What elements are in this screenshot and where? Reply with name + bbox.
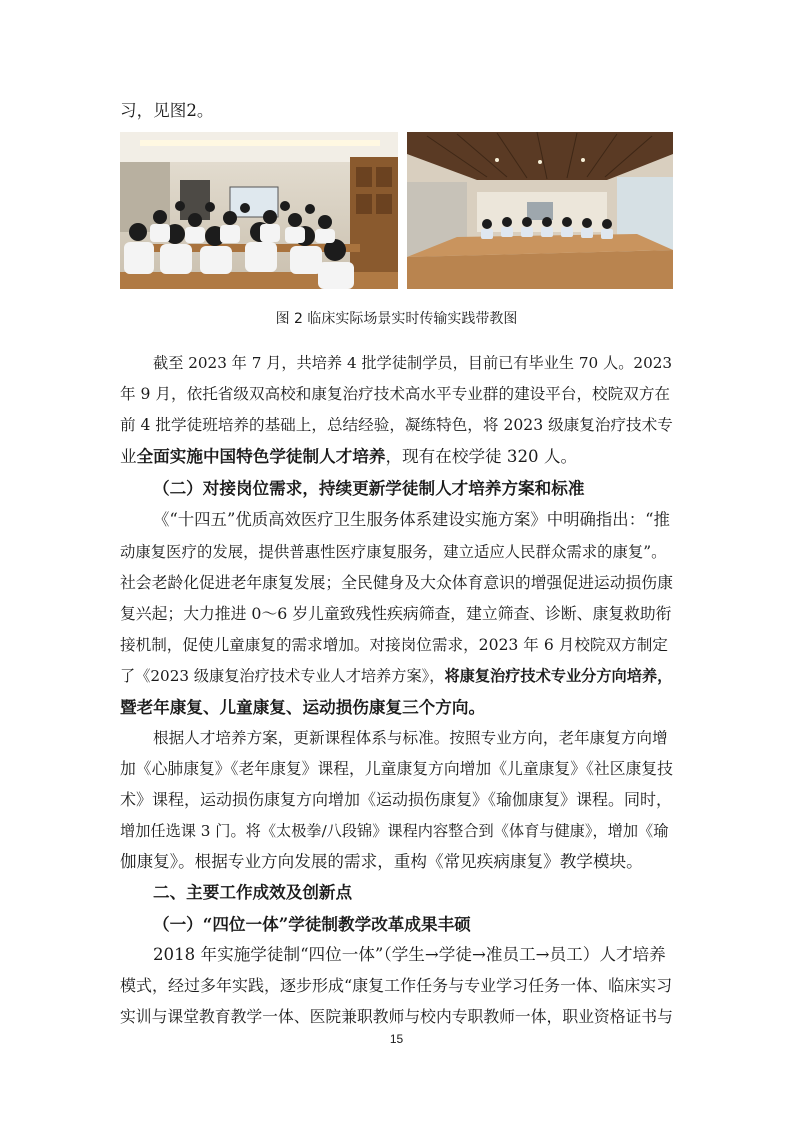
p1-line-4-a: 业	[120, 447, 137, 466]
p2-line-7: 暨老年康复、儿童康复、运动损伤康复三个方向。	[120, 697, 486, 717]
chapter-heading: 二、主要工作成效及创新点	[153, 883, 353, 902]
p4-line-2: 模式，经过多年实践，逐步形成“康复工作任务与专业学习任务一体、临床实习	[120, 976, 673, 995]
p4-line-3: 实训与课堂教育教学一体、医院兼职教师与校内专职教师一体，职业资格证书与	[120, 1007, 673, 1026]
p2-line-1: 《“十四五”优质高效医疗卫生服务体系建设实施方案》中明确指出：“推	[153, 510, 670, 529]
p3-line-3: 术》课程，运动损伤康复方向增加《运动损伤康复》《瑜伽康复》课程。同时，	[120, 790, 673, 809]
p2-line-6-a: 了《2023 级康复治疗技术专业人才培养方案》，	[120, 667, 445, 685]
p1-line-4	[120, 445, 673, 468]
intro-tail-text: 习，见图2。	[120, 101, 214, 120]
p1-line-4-c: ，现有在校学徒 320 人。	[385, 447, 578, 466]
p2-line-5: 接机制，促使儿童康复的需求增加。对接岗位需求，2023 年 6 月校院双方制定	[120, 636, 668, 654]
p1-line-2: 年 9 月，依托省级双高校和康复治疗技术高水平专业群的建设平台，校院双方在	[120, 385, 671, 403]
p2-line-2: 动康复医疗的发展，提供普惠性医疗康复服务，建立适应人民群众需求的康复”。	[120, 543, 667, 561]
p3-line-2: 加《心肺康复》《老年康复》课程，儿童康复方向增加《儿童康复》《社区康复技	[120, 759, 673, 778]
p2-line-6	[120, 665, 673, 687]
p3-line-5: 伽康复》。根据专业方向发展的需求，重构《常见疾病康复》教学模块。	[120, 852, 643, 871]
p1-line-1: 截至 2023 年 7 月，共培养 4 批学徒制学员，目前已有毕业生 70 人。2023	[153, 354, 673, 372]
page-number: 15	[389, 1032, 404, 1046]
p2-line-3: 社会老龄化促进老年康复发展；全民健身及大众体育意识的增强促进运动损伤康	[120, 573, 673, 592]
section-heading-1: （一）“四位一体”学徒制教学改革成果丰硕	[153, 914, 471, 934]
classroom-students-photo	[120, 132, 398, 289]
p3-line-1: 根据人才培养方案，更新课程体系与标准。按照专业方向，老年康复方向增	[153, 729, 668, 747]
p1-line-3: 前 4 批学徒班培养的基础上，总结经验，凝练特色，将 2023 级康复治疗技术专	[120, 416, 673, 434]
p4-line-1: 2018 年实施学徒制“四位一体”（学生→学徒→准员工→员工）人才培养	[153, 945, 666, 964]
hospital-conference-room-photo	[407, 132, 673, 289]
p3-line-4: 增加任选课 3 门。将《太极拳/八段锦》课程内容整合到《体育与健康》，增加《瑜	[120, 822, 669, 840]
p1-line-4-bold: 全面实施中国特色学徒制人才培养	[136, 446, 386, 466]
p2-line-4: 复兴起；大力推进 0～6 岁儿童致残性疾病筛查，建立筛查、诊断、康复救助衔	[120, 604, 672, 623]
figure-caption: 图 2 临床实际场景实时传输实践带教图	[275, 311, 518, 327]
section-heading-2: （二）对接岗位需求，持续更新学徒制人才培养方案和标准	[153, 478, 585, 498]
p2-line-6-bold: 将康复治疗技术专业分方向培养，	[444, 667, 673, 685]
